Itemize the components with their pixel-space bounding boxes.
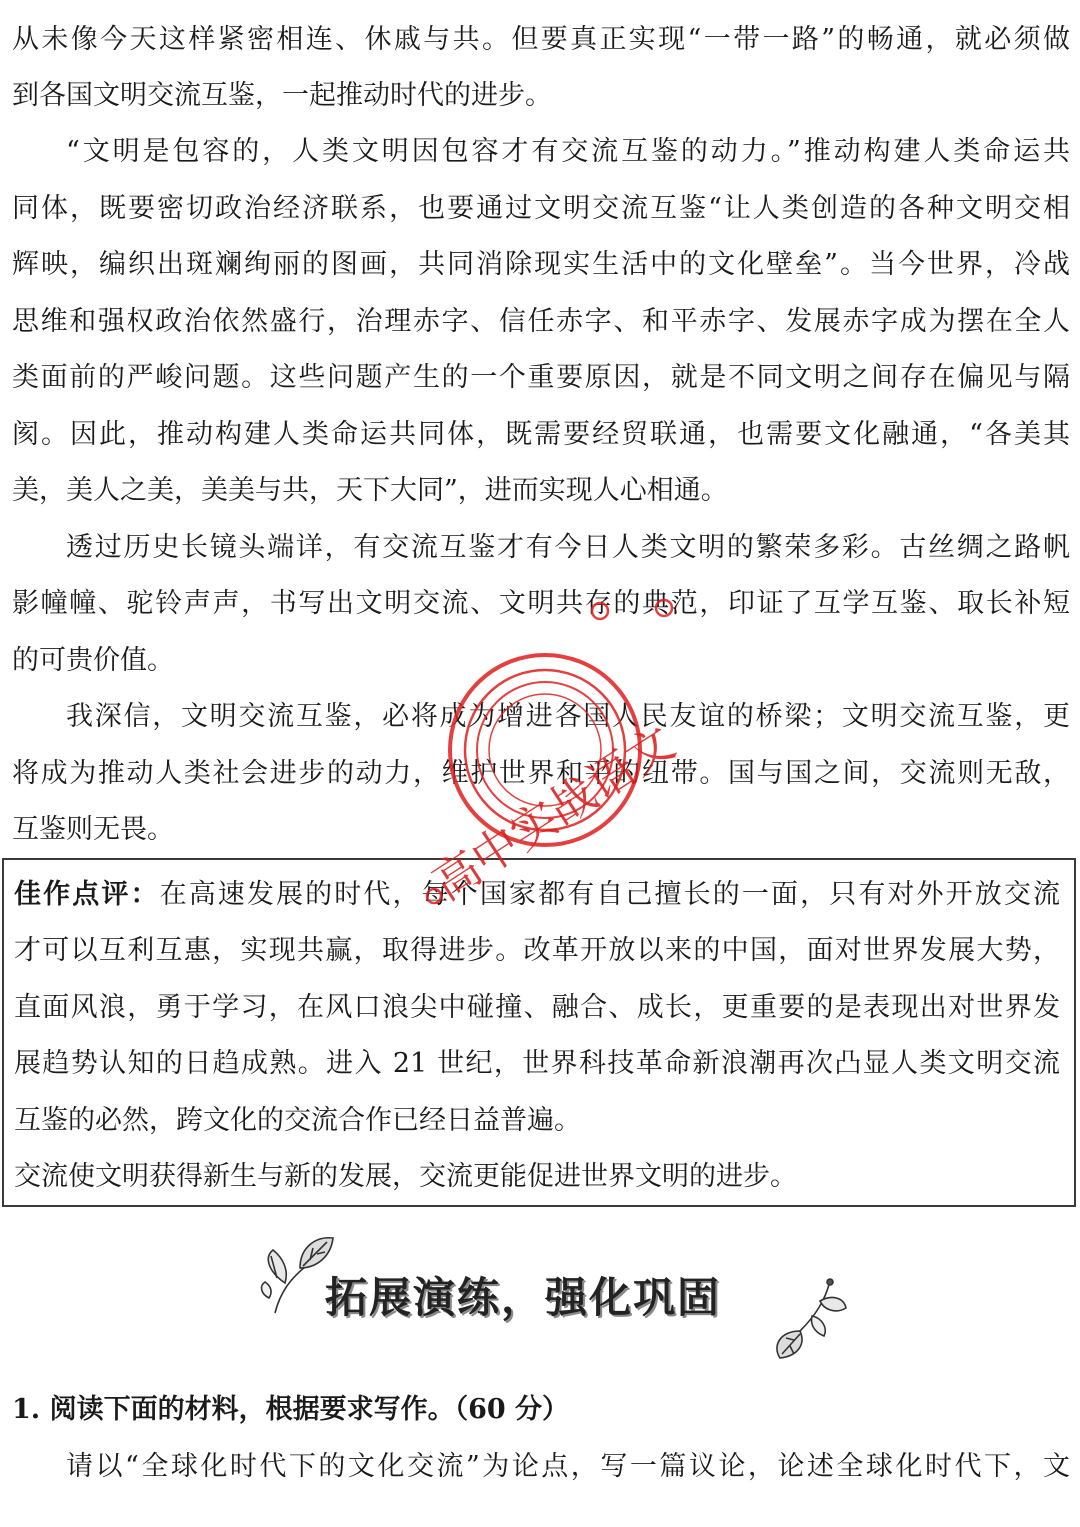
section-title: 拓展演练，强化巩固 (325, 1273, 722, 1322)
question-title: 1. 阅读下面的材料，根据要求写作。（60 分） (12, 1394, 570, 1425)
essay-line: 类面前的严峻问题。这些问题产生的一个重要原因，就是不同文明之间存在偏见与隔 (12, 362, 1070, 393)
essay-line: 美，美人之美，美美与共，天下大同”，进而实现人心相通。 (12, 475, 728, 506)
essay-line: 从未像今天这样紧密相连、休戚与共。但要真正实现“一带一路”的畅通，就必须做 (12, 24, 1070, 55)
review-label: 佳作点评： (14, 879, 160, 910)
essay-line: 互鉴则无畏。 (12, 814, 174, 845)
review-line: 互鉴的必然，跨文化的交流合作已经日益普遍。 (14, 1105, 581, 1136)
essay-line: 我深信，文明交流互鉴，必将成为增进各国人民友谊的桥梁；文明交流互鉴，更 (66, 701, 1070, 732)
watermark-dot-icon (580, 596, 680, 626)
question-text: 请以“全球化时代下的文化交流”为论点，写一篇议论，论述全球化时代下，文 (66, 1451, 1070, 1482)
review-line: 交流使文明获得新生与新的发展，交流更能促进世界文明的进步。 (14, 1161, 797, 1192)
review-line: 展趋势认知的日趋成熟。进入 21 世纪，世界科技革命新浪潮再次凸显人类文明交流 (14, 1048, 1060, 1079)
essay-line: 将成为推动人类社会进步的动力，维护世界和平的纽带。国与国之间，交流则无敌， (12, 758, 1070, 789)
review-first-line (14, 875, 1060, 915)
essay-line: 思维和强权政治依然盛行，治理赤字、信任赤字、和平赤字、发展赤字成为摆在全人 (12, 306, 1070, 337)
essay-line: 辉映，编织出斑斓绚丽的图画，共同消除现实生活中的文化壁垒”。当今世界，冷战 (12, 249, 1070, 280)
review-line: 才可以互利互惠，实现共赢，取得进步。改革开放以来的中国，面对世界发展大势， (14, 935, 1060, 966)
essay-line: 影幢幢、驼铃声声，书写出文明交流、文明共存的典范，印证了互学互鉴、取长补短 (12, 588, 1070, 619)
essay-line: 同体，既要密切政治经济联系，也要通过文明交流互鉴“让人类创造的各种文明交相 (12, 193, 1070, 224)
essay-line: 阂。因此，推动构建人类命运共同体，既需要经贸联通，也需要文化融通，“各美其 (12, 419, 1070, 450)
review-text: 在高速发展的时代，每个国家都有自己擅长的一面，只有对外开放交流 (159, 879, 1061, 910)
essay-line: 到各国文明交流互鉴，一起推动时代的进步。 (12, 80, 552, 111)
review-box (2, 858, 1076, 1207)
leaf-decoration-icon (770, 1276, 850, 1361)
review-line: 直面风浪，勇于学习，在风口浪尖中碰撞、融合、成长，更重要的是表现出对世界发 (14, 992, 1060, 1023)
essay-line: 透过历史长镜头端详，有交流互鉴才有今日人类文明的繁荣多彩。古丝绸之路帆 (66, 532, 1070, 563)
essay-line: 的可贵价值。 (12, 645, 174, 676)
essay-line: “文明是包容的，人类文明因包容才有交流互鉴的动力。”推动构建人类命运共 (66, 136, 1070, 167)
watermark-text: 高中实战语文 (422, 715, 684, 911)
